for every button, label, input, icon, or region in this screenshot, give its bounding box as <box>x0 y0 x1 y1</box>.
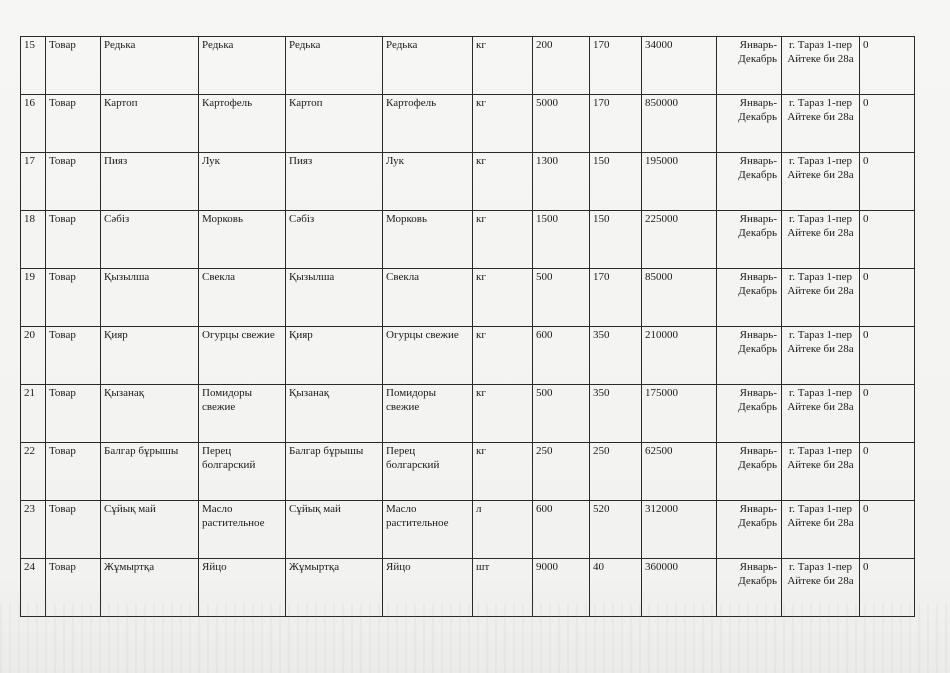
total-sum-cell: 210000 <box>642 327 717 385</box>
delivery-period-cell: Январь-Декабрь <box>717 443 782 501</box>
name-kz-cell: Балгар бұрышы <box>101 443 199 501</box>
name-ru-cell: Свекла <box>199 269 286 327</box>
delivery-period-cell: Январь-Декабрь <box>717 95 782 153</box>
quantity-cell: 200 <box>533 37 590 95</box>
delivery-place-cell: г. Тараз 1-пер Айтеке би 28а <box>782 385 860 443</box>
table-row <box>21 501 915 559</box>
advance-percent-cell: 0 <box>860 385 915 443</box>
unit-cell: кг <box>473 327 533 385</box>
total-sum-cell: 360000 <box>642 559 717 617</box>
item-type-cell: Товар <box>46 327 101 385</box>
name-ru-2-cell: Помидоры свежие <box>383 385 473 443</box>
delivery-place-cell: г. Тараз 1-пер Айтеке би 28а <box>782 211 860 269</box>
quantity-cell: 9000 <box>533 559 590 617</box>
quantity-cell: 500 <box>533 385 590 443</box>
unit-price-cell: 170 <box>590 37 642 95</box>
advance-percent-cell: 0 <box>860 327 915 385</box>
unit-cell: кг <box>473 211 533 269</box>
row-number-cell: 21 <box>21 385 46 443</box>
total-sum-cell: 850000 <box>642 95 717 153</box>
delivery-place-cell: г. Тараз 1-пер Айтеке би 28а <box>782 443 860 501</box>
item-type-cell: Товар <box>46 269 101 327</box>
advance-percent-cell: 0 <box>860 443 915 501</box>
name-ru-cell: Огурцы свежие <box>199 327 286 385</box>
item-type-cell: Товар <box>46 559 101 617</box>
table-row <box>21 559 915 617</box>
unit-cell: кг <box>473 153 533 211</box>
name-ru-2-cell: Картофель <box>383 95 473 153</box>
name-kz-cell: Қияр <box>101 327 199 385</box>
row-number-cell: 17 <box>21 153 46 211</box>
unit-price-cell: 150 <box>590 211 642 269</box>
unit-price-cell: 350 <box>590 327 642 385</box>
name-kz-cell: Пияз <box>101 153 199 211</box>
name-ru-2-cell: Перец болгарский <box>383 443 473 501</box>
row-number-cell: 24 <box>21 559 46 617</box>
name-ru-2-cell: Масло растительное <box>383 501 473 559</box>
delivery-period-cell: Январь-Декабрь <box>717 385 782 443</box>
procurement-table <box>20 36 915 617</box>
name-ru-cell: Масло растительное <box>199 501 286 559</box>
delivery-place-cell: г. Тараз 1-пер Айтеке би 28а <box>782 95 860 153</box>
name-ru-cell: Лук <box>199 153 286 211</box>
advance-percent-cell: 0 <box>860 95 915 153</box>
advance-percent-cell: 0 <box>860 211 915 269</box>
quantity-cell: 5000 <box>533 95 590 153</box>
name-kz-2-cell: Сұйық май <box>286 501 383 559</box>
delivery-period-cell: Январь-Декабрь <box>717 211 782 269</box>
total-sum-cell: 195000 <box>642 153 717 211</box>
name-kz-2-cell: Жұмыртқа <box>286 559 383 617</box>
table-row <box>21 37 915 95</box>
unit-cell: кг <box>473 269 533 327</box>
total-sum-cell: 34000 <box>642 37 717 95</box>
delivery-place-cell: г. Тараз 1-пер Айтеке би 28а <box>782 269 860 327</box>
name-kz-cell: Редька <box>101 37 199 95</box>
unit-price-cell: 250 <box>590 443 642 501</box>
total-sum-cell: 312000 <box>642 501 717 559</box>
table-row <box>21 95 915 153</box>
delivery-place-cell: г. Тараз 1-пер Айтеке би 28а <box>782 327 860 385</box>
row-number-cell: 22 <box>21 443 46 501</box>
table-row <box>21 327 915 385</box>
name-kz-2-cell: Редька <box>286 37 383 95</box>
table-row <box>21 211 915 269</box>
row-number-cell: 19 <box>21 269 46 327</box>
name-kz-cell: Қызанақ <box>101 385 199 443</box>
advance-percent-cell: 0 <box>860 501 915 559</box>
item-type-cell: Товар <box>46 95 101 153</box>
name-ru-cell: Помидоры свежие <box>199 385 286 443</box>
unit-cell: кг <box>473 95 533 153</box>
item-type-cell: Товар <box>46 443 101 501</box>
name-ru-cell: Яйцо <box>199 559 286 617</box>
name-kz-2-cell: Қызылша <box>286 269 383 327</box>
name-ru-2-cell: Редька <box>383 37 473 95</box>
unit-price-cell: 350 <box>590 385 642 443</box>
name-ru-2-cell: Яйцо <box>383 559 473 617</box>
quantity-cell: 1300 <box>533 153 590 211</box>
name-kz-cell: Картоп <box>101 95 199 153</box>
unit-price-cell: 170 <box>590 95 642 153</box>
unit-cell: л <box>473 501 533 559</box>
delivery-period-cell: Январь-Декабрь <box>717 37 782 95</box>
name-kz-cell: Сұйық май <box>101 501 199 559</box>
name-ru-cell: Морковь <box>199 211 286 269</box>
delivery-place-cell: г. Тараз 1-пер Айтеке би 28а <box>782 37 860 95</box>
total-sum-cell: 225000 <box>642 211 717 269</box>
total-sum-cell: 85000 <box>642 269 717 327</box>
row-number-cell: 23 <box>21 501 46 559</box>
name-ru-2-cell: Свекла <box>383 269 473 327</box>
item-type-cell: Товар <box>46 37 101 95</box>
row-number-cell: 20 <box>21 327 46 385</box>
delivery-place-cell: г. Тараз 1-пер Айтеке би 28а <box>782 153 860 211</box>
advance-percent-cell: 0 <box>860 559 915 617</box>
name-kz-cell: Сәбіз <box>101 211 199 269</box>
name-ru-cell: Картофель <box>199 95 286 153</box>
advance-percent-cell: 0 <box>860 153 915 211</box>
delivery-period-cell: Январь-Декабрь <box>717 501 782 559</box>
table-body <box>21 37 915 617</box>
name-kz-cell: Қызылша <box>101 269 199 327</box>
unit-price-cell: 40 <box>590 559 642 617</box>
unit-cell: шт <box>473 559 533 617</box>
total-sum-cell: 62500 <box>642 443 717 501</box>
table-row <box>21 443 915 501</box>
item-type-cell: Товар <box>46 501 101 559</box>
name-ru-2-cell: Огурцы свежие <box>383 327 473 385</box>
name-ru-cell: Перец болгарский <box>199 443 286 501</box>
unit-price-cell: 520 <box>590 501 642 559</box>
unit-price-cell: 170 <box>590 269 642 327</box>
delivery-period-cell: Январь-Декабрь <box>717 559 782 617</box>
delivery-period-cell: Январь-Декабрь <box>717 269 782 327</box>
unit-price-cell: 150 <box>590 153 642 211</box>
table-row <box>21 269 915 327</box>
name-kz-2-cell: Сәбіз <box>286 211 383 269</box>
unit-cell: кг <box>473 37 533 95</box>
delivery-period-cell: Январь-Декабрь <box>717 153 782 211</box>
item-type-cell: Товар <box>46 211 101 269</box>
advance-percent-cell: 0 <box>860 37 915 95</box>
delivery-place-cell: г. Тараз 1-пер Айтеке би 28а <box>782 501 860 559</box>
name-kz-2-cell: Балгар бұрышы <box>286 443 383 501</box>
item-type-cell: Товар <box>46 385 101 443</box>
quantity-cell: 500 <box>533 269 590 327</box>
table-row <box>21 153 915 211</box>
delivery-place-cell: г. Тараз 1-пер Айтеке би 28а <box>782 559 860 617</box>
name-kz-2-cell: Пияз <box>286 153 383 211</box>
name-kz-2-cell: Қызанақ <box>286 385 383 443</box>
row-number-cell: 16 <box>21 95 46 153</box>
name-kz-cell: Жұмыртқа <box>101 559 199 617</box>
name-ru-2-cell: Морковь <box>383 211 473 269</box>
name-kz-2-cell: Қияр <box>286 327 383 385</box>
row-number-cell: 18 <box>21 211 46 269</box>
quantity-cell: 250 <box>533 443 590 501</box>
name-kz-2-cell: Картоп <box>286 95 383 153</box>
item-type-cell: Товар <box>46 153 101 211</box>
name-ru-2-cell: Лук <box>383 153 473 211</box>
name-ru-cell: Редька <box>199 37 286 95</box>
quantity-cell: 1500 <box>533 211 590 269</box>
row-number-cell: 15 <box>21 37 46 95</box>
delivery-period-cell: Январь-Декабрь <box>717 327 782 385</box>
advance-percent-cell: 0 <box>860 269 915 327</box>
unit-cell: кг <box>473 385 533 443</box>
table-row <box>21 385 915 443</box>
unit-cell: кг <box>473 443 533 501</box>
quantity-cell: 600 <box>533 501 590 559</box>
total-sum-cell: 175000 <box>642 385 717 443</box>
quantity-cell: 600 <box>533 327 590 385</box>
